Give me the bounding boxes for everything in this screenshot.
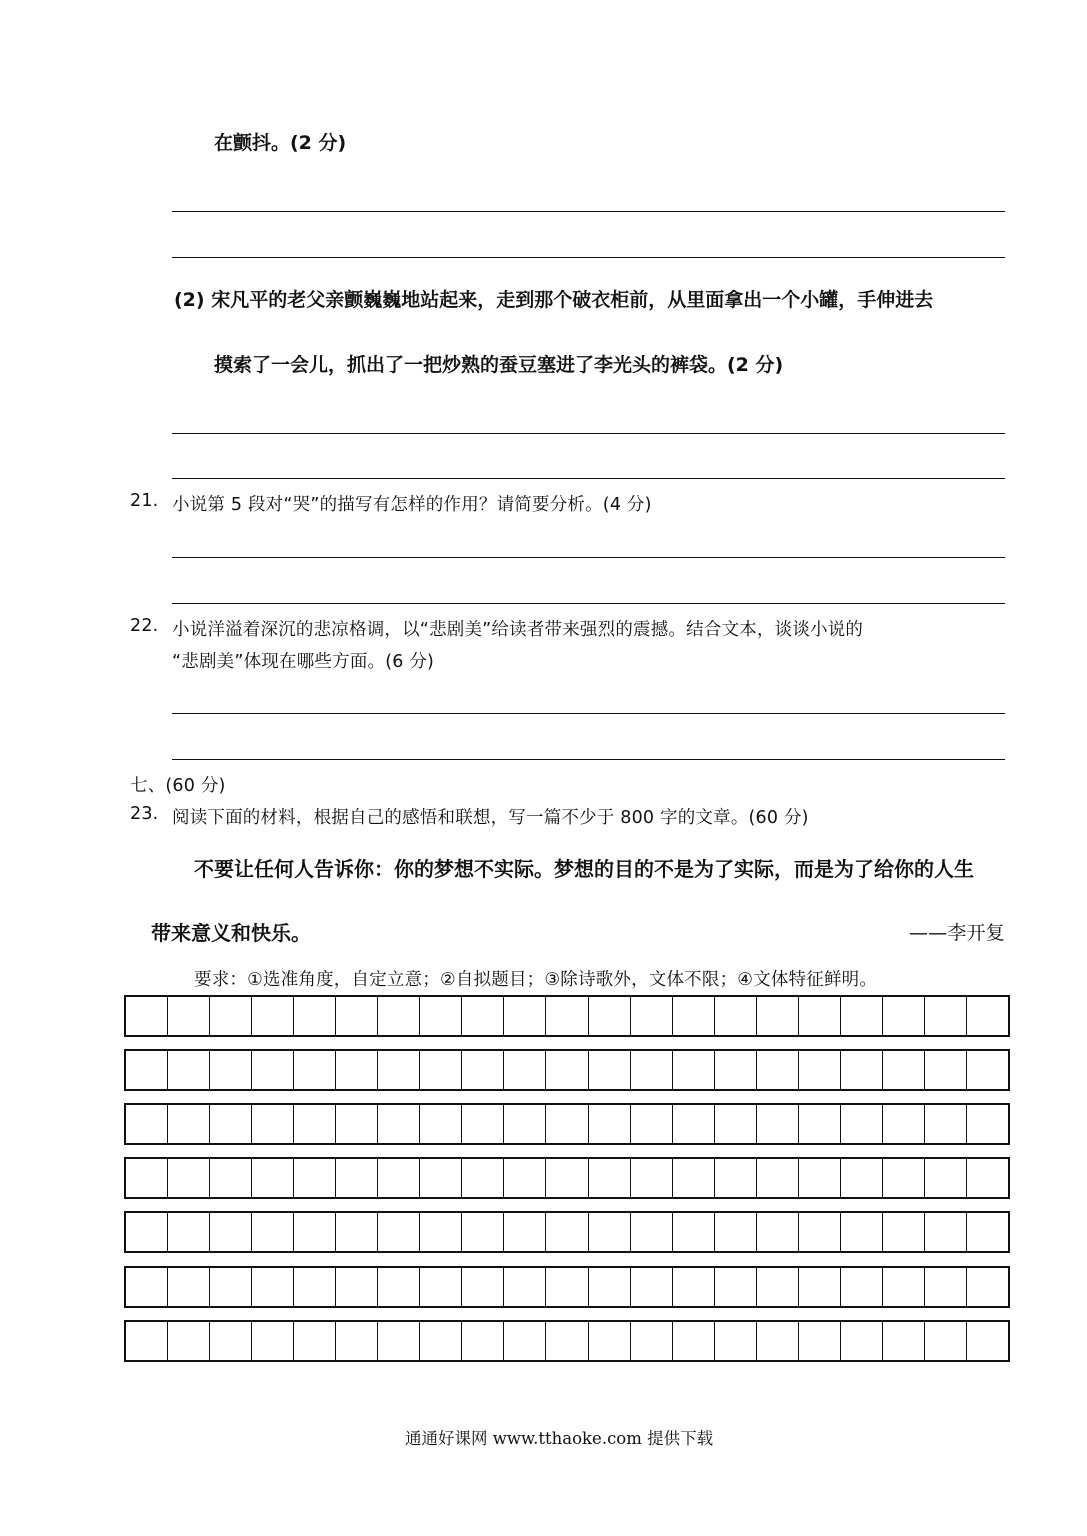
grid-cell[interactable]	[252, 1159, 294, 1197]
grid-cell[interactable]	[925, 1268, 967, 1306]
grid-cell[interactable]	[883, 1322, 925, 1360]
answer-line[interactable]	[172, 211, 1005, 212]
grid-cell[interactable]	[546, 1051, 588, 1089]
grid-cell[interactable]	[294, 1159, 336, 1197]
grid-cell[interactable]	[504, 1105, 546, 1143]
grid-cell[interactable]	[715, 1268, 757, 1306]
grid-cell[interactable]	[631, 997, 673, 1035]
grid-cell[interactable]	[673, 997, 715, 1035]
grid-cell[interactable]	[546, 1105, 588, 1143]
grid-cell[interactable]	[589, 1105, 631, 1143]
grid-cell[interactable]	[967, 1268, 1008, 1306]
q22-line2: “悲剧美”体现在哪些方面。(6 分)	[172, 652, 435, 672]
answer-line[interactable]	[172, 257, 1005, 258]
q22-number: 22.	[130, 616, 159, 636]
grid-cell[interactable]	[757, 1268, 799, 1306]
footer-text: 通通好课网 www.tthaoke.com 提供下载	[405, 1429, 714, 1448]
grid-cell[interactable]	[841, 1105, 883, 1143]
grid-cell[interactable]	[631, 1051, 673, 1089]
grid-cell[interactable]	[252, 1213, 294, 1251]
grid-cell[interactable]	[883, 1105, 925, 1143]
grid-cell[interactable]	[336, 1268, 378, 1306]
grid-cell[interactable]	[378, 1159, 420, 1197]
grid-cell[interactable]	[883, 1159, 925, 1197]
q23-text: 阅读下面的材料，根据自己的感悟和联想，写一篇不少于 800 字的文章。(60 分)	[172, 808, 809, 828]
grid-row	[124, 1320, 1010, 1362]
grid-cell[interactable]	[546, 1213, 588, 1251]
grid-cell[interactable]	[336, 1051, 378, 1089]
quote-attribution: ——李开复	[908, 922, 1005, 944]
grid-cell[interactable]	[420, 1105, 462, 1143]
grid-cell[interactable]	[673, 1105, 715, 1143]
grid-cell[interactable]	[841, 1268, 883, 1306]
grid-cell[interactable]	[378, 1105, 420, 1143]
grid-cell[interactable]	[336, 1213, 378, 1251]
grid-cell[interactable]	[925, 1213, 967, 1251]
grid-cell[interactable]	[841, 1213, 883, 1251]
grid-cell[interactable]	[841, 1051, 883, 1089]
requirements: 要求：①选准角度，自定立意；②自拟题目；③除诗歌外，文体不限；④文体特征鲜明。	[194, 970, 878, 990]
grid-cell[interactable]	[336, 997, 378, 1035]
grid-cell[interactable]	[168, 1268, 210, 1306]
grid-cell[interactable]	[757, 1051, 799, 1089]
grid-cell[interactable]	[504, 1051, 546, 1089]
grid-cell[interactable]	[589, 1322, 631, 1360]
grid-cell[interactable]	[126, 1268, 168, 1306]
grid-cell[interactable]	[378, 1051, 420, 1089]
grid-cell[interactable]	[799, 1268, 841, 1306]
grid-cell[interactable]	[420, 1051, 462, 1089]
grid-cell[interactable]	[420, 1213, 462, 1251]
grid-cell[interactable]	[673, 1213, 715, 1251]
grid-cell[interactable]	[631, 1213, 673, 1251]
grid-cell[interactable]	[715, 1213, 757, 1251]
grid-cell[interactable]	[967, 1105, 1008, 1143]
grid-cell[interactable]	[420, 1268, 462, 1306]
section-heading: 七、(60 分)	[130, 776, 226, 796]
grid-cell[interactable]	[126, 997, 168, 1035]
grid-cell[interactable]	[126, 1105, 168, 1143]
grid-cell[interactable]	[715, 1051, 757, 1089]
grid-cell[interactable]	[504, 1159, 546, 1197]
grid-cell[interactable]	[462, 1322, 504, 1360]
answer-line[interactable]	[172, 603, 1005, 604]
material-quote-line1: 不要让任何人告诉你：你的梦想不实际。梦想的目的不是为了实际，而是为了给你的人生	[194, 857, 974, 881]
grid-row	[124, 1266, 1010, 1308]
grid-cell[interactable]	[462, 1051, 504, 1089]
grid-cell[interactable]	[168, 1051, 210, 1089]
grid-cell[interactable]	[673, 1051, 715, 1089]
grid-cell[interactable]	[589, 1051, 631, 1089]
grid-cell[interactable]	[925, 997, 967, 1035]
grid-cell[interactable]	[673, 1268, 715, 1306]
grid-row	[124, 1049, 1010, 1091]
grid-cell[interactable]	[546, 1322, 588, 1360]
grid-cell[interactable]	[799, 1051, 841, 1089]
grid-cell[interactable]	[715, 1159, 757, 1197]
grid-cell[interactable]	[799, 1159, 841, 1197]
grid-cell[interactable]	[420, 1322, 462, 1360]
grid-cell[interactable]	[168, 997, 210, 1035]
grid-cell[interactable]	[462, 1159, 504, 1197]
grid-cell[interactable]	[210, 1105, 252, 1143]
q21-text: 小说第 5 段对“哭”的描写有怎样的作用？请简要分析。(4 分)	[172, 495, 652, 515]
grid-cell[interactable]	[168, 1213, 210, 1251]
grid-cell[interactable]	[252, 1051, 294, 1089]
grid-cell[interactable]	[294, 1268, 336, 1306]
grid-cell[interactable]	[925, 1322, 967, 1360]
grid-cell[interactable]	[126, 1159, 168, 1197]
grid-row	[124, 1103, 1010, 1145]
grid-cell[interactable]	[252, 1268, 294, 1306]
grid-cell[interactable]	[210, 1322, 252, 1360]
grid-cell[interactable]	[546, 997, 588, 1035]
grid-cell[interactable]	[799, 997, 841, 1035]
grid-cell[interactable]	[715, 997, 757, 1035]
grid-cell[interactable]	[168, 1322, 210, 1360]
grid-cell[interactable]	[589, 1159, 631, 1197]
grid-cell[interactable]	[967, 1213, 1008, 1251]
grid-cell[interactable]	[168, 1159, 210, 1197]
grid-cell[interactable]	[126, 1051, 168, 1089]
grid-cell[interactable]	[883, 1213, 925, 1251]
grid-cell[interactable]	[504, 1268, 546, 1306]
q21-number: 21.	[130, 491, 159, 511]
grid-cell[interactable]	[967, 1159, 1008, 1197]
q20-item2-line2: 摸索了一会儿，抓出了一把炒熟的蚕豆塞进了李光头的裤袋。(2 分)	[214, 354, 784, 376]
grid-cell[interactable]	[757, 997, 799, 1035]
grid-cell[interactable]	[967, 997, 1008, 1035]
q22-line1: 小说洋溢着深沉的悲凉格调，以“悲剧美”给读者带来强烈的震撼。结合文本，谈谈小说的	[172, 620, 864, 640]
grid-cell[interactable]	[925, 1105, 967, 1143]
grid-cell[interactable]	[799, 1105, 841, 1143]
grid-cell[interactable]	[589, 997, 631, 1035]
grid-cell[interactable]	[126, 1322, 168, 1360]
grid-cell[interactable]	[252, 1322, 294, 1360]
grid-cell[interactable]	[967, 1322, 1008, 1360]
grid-cell[interactable]	[757, 1213, 799, 1251]
answer-line[interactable]	[172, 759, 1005, 760]
grid-cell[interactable]	[757, 1105, 799, 1143]
grid-cell[interactable]	[126, 1213, 168, 1251]
grid-cell[interactable]	[925, 1159, 967, 1197]
grid-cell[interactable]	[504, 1213, 546, 1251]
grid-cell[interactable]	[294, 1051, 336, 1089]
grid-cell[interactable]	[546, 1268, 588, 1306]
q20-item1-tail: 在颤抖。(2 分)	[214, 132, 347, 154]
grid-cell[interactable]	[294, 1322, 336, 1360]
grid-cell[interactable]	[462, 1105, 504, 1143]
grid-cell[interactable]	[715, 1105, 757, 1143]
grid-cell[interactable]	[420, 1159, 462, 1197]
grid-cell[interactable]	[883, 1051, 925, 1089]
grid-cell[interactable]	[378, 1213, 420, 1251]
grid-cell[interactable]	[462, 997, 504, 1035]
answer-line[interactable]	[172, 478, 1005, 479]
answer-line[interactable]	[172, 713, 1005, 714]
grid-cell[interactable]	[420, 997, 462, 1035]
grid-cell[interactable]	[462, 1268, 504, 1306]
grid-row	[124, 1211, 1010, 1253]
grid-cell[interactable]	[378, 997, 420, 1035]
grid-cell[interactable]	[841, 997, 883, 1035]
material-quote-line2: 带来意义和快乐。	[151, 921, 311, 945]
grid-cell[interactable]	[925, 1051, 967, 1089]
grid-cell[interactable]	[252, 1105, 294, 1143]
grid-cell[interactable]	[504, 1322, 546, 1360]
grid-cell[interactable]	[210, 997, 252, 1035]
answer-line[interactable]	[172, 433, 1005, 434]
grid-cell[interactable]	[252, 997, 294, 1035]
grid-cell[interactable]	[757, 1159, 799, 1197]
grid-cell[interactable]	[378, 1322, 420, 1360]
grid-cell[interactable]	[546, 1159, 588, 1197]
grid-cell[interactable]	[841, 1159, 883, 1197]
grid-cell[interactable]	[210, 1159, 252, 1197]
grid-cell[interactable]	[210, 1051, 252, 1089]
answer-line[interactable]	[172, 557, 1005, 558]
grid-cell[interactable]	[883, 1268, 925, 1306]
grid-cell[interactable]	[294, 997, 336, 1035]
grid-cell[interactable]	[631, 1322, 673, 1360]
grid-cell[interactable]	[799, 1322, 841, 1360]
grid-cell[interactable]	[631, 1268, 673, 1306]
grid-cell[interactable]	[799, 1213, 841, 1251]
grid-cell[interactable]	[757, 1322, 799, 1360]
grid-cell[interactable]	[589, 1213, 631, 1251]
grid-cell[interactable]	[210, 1213, 252, 1251]
grid-cell[interactable]	[210, 1268, 252, 1306]
grid-cell[interactable]	[462, 1213, 504, 1251]
grid-cell[interactable]	[294, 1213, 336, 1251]
grid-row	[124, 995, 1010, 1037]
grid-cell[interactable]	[589, 1268, 631, 1306]
grid-cell[interactable]	[673, 1159, 715, 1197]
grid-row	[124, 1157, 1010, 1199]
grid-cell[interactable]	[967, 1051, 1008, 1089]
grid-cell[interactable]	[715, 1322, 757, 1360]
grid-cell[interactable]	[336, 1159, 378, 1197]
grid-cell[interactable]	[841, 1322, 883, 1360]
q20-item2-line1: (2) 宋凡平的老父亲颤巍巍地站起来，走到那个破衣柜前，从里面拿出一个小罐，手伸进去	[174, 289, 934, 311]
grid-cell[interactable]	[631, 1159, 673, 1197]
grid-cell[interactable]	[336, 1105, 378, 1143]
grid-cell[interactable]	[378, 1268, 420, 1306]
grid-cell[interactable]	[168, 1105, 210, 1143]
grid-cell[interactable]	[631, 1105, 673, 1143]
grid-cell[interactable]	[294, 1105, 336, 1143]
q23-number: 23.	[130, 804, 159, 824]
grid-cell[interactable]	[673, 1322, 715, 1360]
grid-cell[interactable]	[883, 997, 925, 1035]
grid-cell[interactable]	[504, 997, 546, 1035]
grid-cell[interactable]	[336, 1322, 378, 1360]
